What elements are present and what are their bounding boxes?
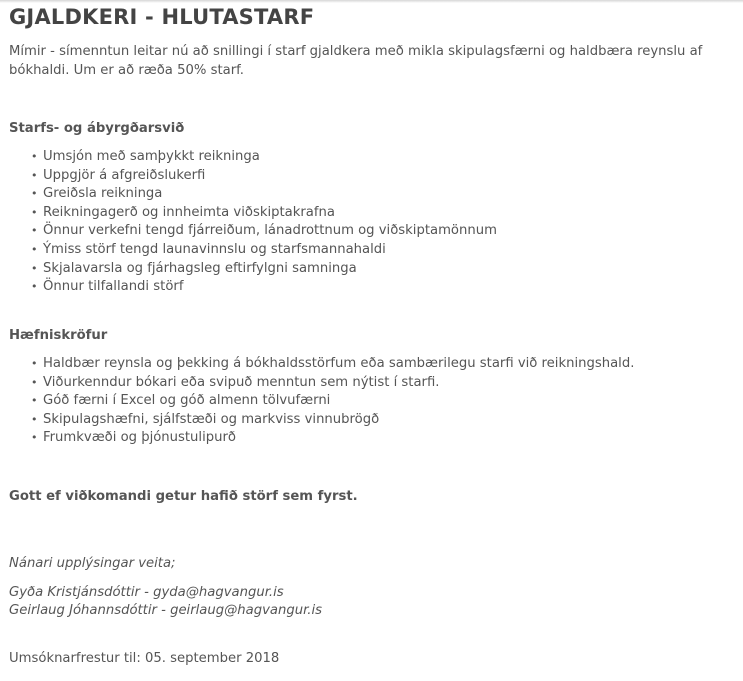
- application-deadline: Umsóknarfrestur til: 05. september 2018: [9, 651, 280, 666]
- list-item: • Greiðsla reikninga: [31, 185, 497, 204]
- qualifications-heading: Hæfniskröfur: [9, 328, 108, 343]
- contact-line-2: Geirlaug Jóhannsdóttir - geirlaug@hagvangur.is: [9, 603, 323, 618]
- list-item: • Viðurkenndur bókari eða svipuð menntun sem nýtist í starfi.: [31, 374, 634, 393]
- list-item: • Góð færni í Excel og góð almenn tölvufærni: [31, 392, 634, 411]
- list-item: • Umsjón með samþykkt reikninga: [31, 148, 497, 167]
- qualifications-list: [31, 355, 634, 448]
- list-item: • Uppgjör á afgreiðslukerfi: [31, 167, 497, 186]
- list-item: • Reikningagerð og innheimta viðskiptakrafna: [31, 204, 497, 223]
- start-note: Gott ef viðkomandi getur hafið störf sem fyrst.: [9, 489, 358, 504]
- top-shadow: [0, 0, 743, 3]
- intro-text: Mímir - símenntun leitar nú að snillingi í starf gjaldkera með mikla skipulagsfærni og haldbæra reynslu af bókhaldi. Um er að ræða 50% starf.: [9, 44, 703, 78]
- list-item: • Ýmiss störf tengd launavinnslu og starfsmannahaldi: [31, 241, 497, 260]
- page-title: GJALDKERI - HLUTASTARF: [9, 5, 315, 29]
- contact-line-1: Gyða Kristjánsdóttir - gyda@hagvangur.is: [9, 585, 284, 600]
- list-item: • Skipulagshæfni, sjálfstæði og markviss vinnubrögð: [31, 411, 634, 430]
- list-item: • Önnur verkefni tengd fjárreiðum, lánadrottnum og viðskiptamönnum: [31, 222, 497, 241]
- contact-heading: Nánari upplýsingar veita;: [9, 556, 176, 571]
- responsibilities-heading: Starfs- og ábyrgðarsvið: [9, 121, 185, 136]
- list-item: • Frumkvæði og þjónustulipurð: [31, 429, 634, 448]
- responsibilities-list: [31, 148, 497, 297]
- list-item: • Önnur tilfallandi störf: [31, 278, 497, 297]
- list-item: • Skjalavarsla og fjárhagsleg eftirfylgni samninga: [31, 260, 497, 279]
- list-item: • Haldbær reynsla og þekking á bókhaldsstörfum eða sambærilegu starfi við reikningshald.: [31, 355, 634, 374]
